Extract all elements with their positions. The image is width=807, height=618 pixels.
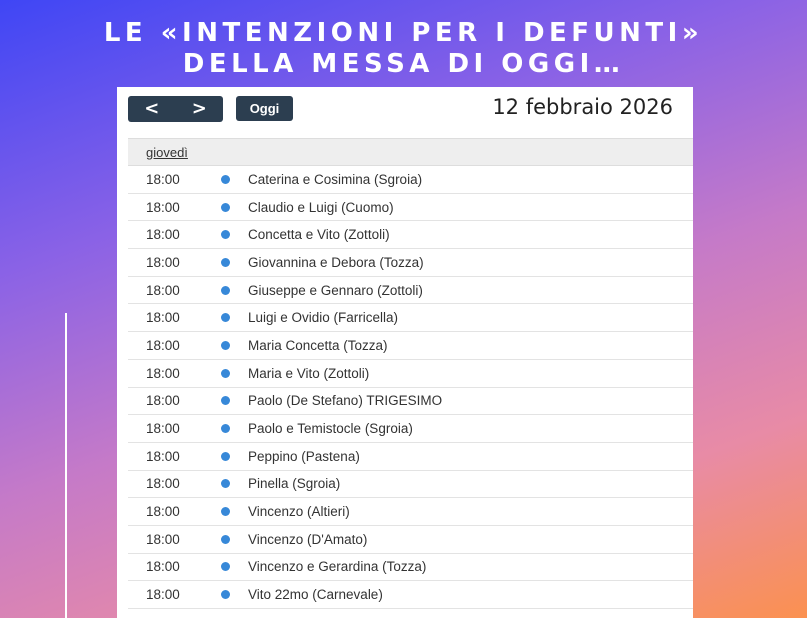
event-title[interactable]: Paolo (De Stefano) TRIGESIMO	[248, 393, 443, 409]
event-title[interactable]: Vincenzo (Altieri)	[248, 504, 350, 520]
event-dot-icon	[221, 369, 230, 378]
event-row[interactable]	[128, 249, 693, 277]
day-header	[128, 138, 693, 166]
event-time: 18:00	[146, 282, 180, 298]
event-time: 18:00	[146, 476, 180, 492]
event-title[interactable]: Maria Concetta (Tozza)	[248, 337, 388, 353]
event-title[interactable]: Pinella (Sgroia)	[248, 476, 341, 492]
event-time: 18:00	[146, 504, 180, 520]
event-dot-icon	[221, 341, 230, 350]
event-time: 18:00	[146, 254, 180, 270]
event-dot-icon	[221, 313, 230, 322]
event-dot-icon	[221, 396, 230, 405]
event-row[interactable]	[128, 554, 693, 582]
event-time: 18:00	[146, 171, 180, 187]
event-dot-icon	[221, 562, 230, 571]
event-dot-icon	[221, 535, 230, 544]
event-list	[128, 138, 693, 609]
prev-button[interactable]: <	[128, 96, 176, 122]
event-title[interactable]: Concetta e Vito (Zottoli)	[248, 227, 390, 243]
event-title[interactable]: Vincenzo (D'Amato)	[248, 531, 368, 547]
event-row[interactable]	[128, 388, 693, 416]
event-title[interactable]: Giovannina e Debora (Tozza)	[248, 254, 424, 270]
event-title[interactable]: Peppino (Pastena)	[248, 448, 360, 464]
event-row[interactable]	[128, 581, 693, 609]
event-time: 18:00	[146, 421, 180, 437]
event-dot-icon	[221, 258, 230, 267]
event-time: 18:00	[146, 227, 180, 243]
event-title[interactable]: Vito 22mo (Carnevale)	[248, 587, 383, 603]
event-title[interactable]: Maria e Vito (Zottoli)	[248, 365, 370, 381]
event-time: 18:00	[146, 199, 180, 215]
event-row[interactable]	[128, 498, 693, 526]
event-dot-icon	[221, 203, 230, 212]
event-title[interactable]: Luigi e Ovidio (Farricella)	[248, 310, 399, 326]
event-row[interactable]	[128, 304, 693, 332]
event-dot-icon	[221, 175, 230, 184]
event-time: 18:00	[146, 310, 180, 326]
event-title[interactable]: Caterina e Cosimina (Sgroia)	[248, 171, 423, 187]
event-time: 18:00	[146, 531, 180, 547]
day-link[interactable]: giovedì	[146, 144, 188, 160]
event-rows	[128, 166, 693, 609]
calendar-title: 12 febbraio 2026	[492, 95, 673, 119]
event-dot-icon	[221, 479, 230, 488]
event-dot-icon	[221, 590, 230, 599]
event-time: 18:00	[146, 337, 180, 353]
event-time: 18:00	[146, 365, 180, 381]
event-row[interactable]	[128, 332, 693, 360]
event-time: 18:00	[146, 587, 180, 603]
event-dot-icon	[221, 286, 230, 295]
calendar-panel	[117, 87, 693, 618]
event-time: 18:00	[146, 393, 180, 409]
event-title[interactable]: Vincenzo e Gerardina (Tozza)	[248, 559, 427, 575]
event-row[interactable]	[128, 471, 693, 499]
event-title[interactable]: Giuseppe e Gennaro (Zottoli)	[248, 282, 423, 298]
event-time: 18:00	[146, 559, 180, 575]
event-dot-icon	[221, 507, 230, 516]
event-row[interactable]	[128, 360, 693, 388]
event-row[interactable]	[128, 166, 693, 194]
headline-line-1: LE «INTENZIONI PER I DEFUNTI»	[103, 18, 704, 48]
event-title[interactable]: Paolo e Temistocle (Sgroia)	[248, 421, 413, 437]
event-row[interactable]	[128, 415, 693, 443]
event-row[interactable]	[128, 194, 693, 222]
calendar-toolbar	[117, 87, 693, 137]
event-time: 18:00	[146, 448, 180, 464]
nav-button-group	[128, 96, 223, 122]
event-row[interactable]	[128, 221, 693, 249]
event-dot-icon	[221, 424, 230, 433]
today-button[interactable]: Oggi	[236, 96, 293, 121]
headline-line-2: DELLA MESSA DI OGGI…	[182, 49, 625, 79]
event-dot-icon	[221, 230, 230, 239]
next-button[interactable]: >	[176, 96, 224, 122]
event-title[interactable]: Claudio e Luigi (Cuomo)	[248, 199, 394, 215]
headline	[0, 18, 807, 80]
decorative-line	[65, 313, 67, 618]
event-row[interactable]	[128, 277, 693, 305]
event-dot-icon	[221, 452, 230, 461]
event-row[interactable]	[128, 443, 693, 471]
event-row[interactable]	[128, 526, 693, 554]
